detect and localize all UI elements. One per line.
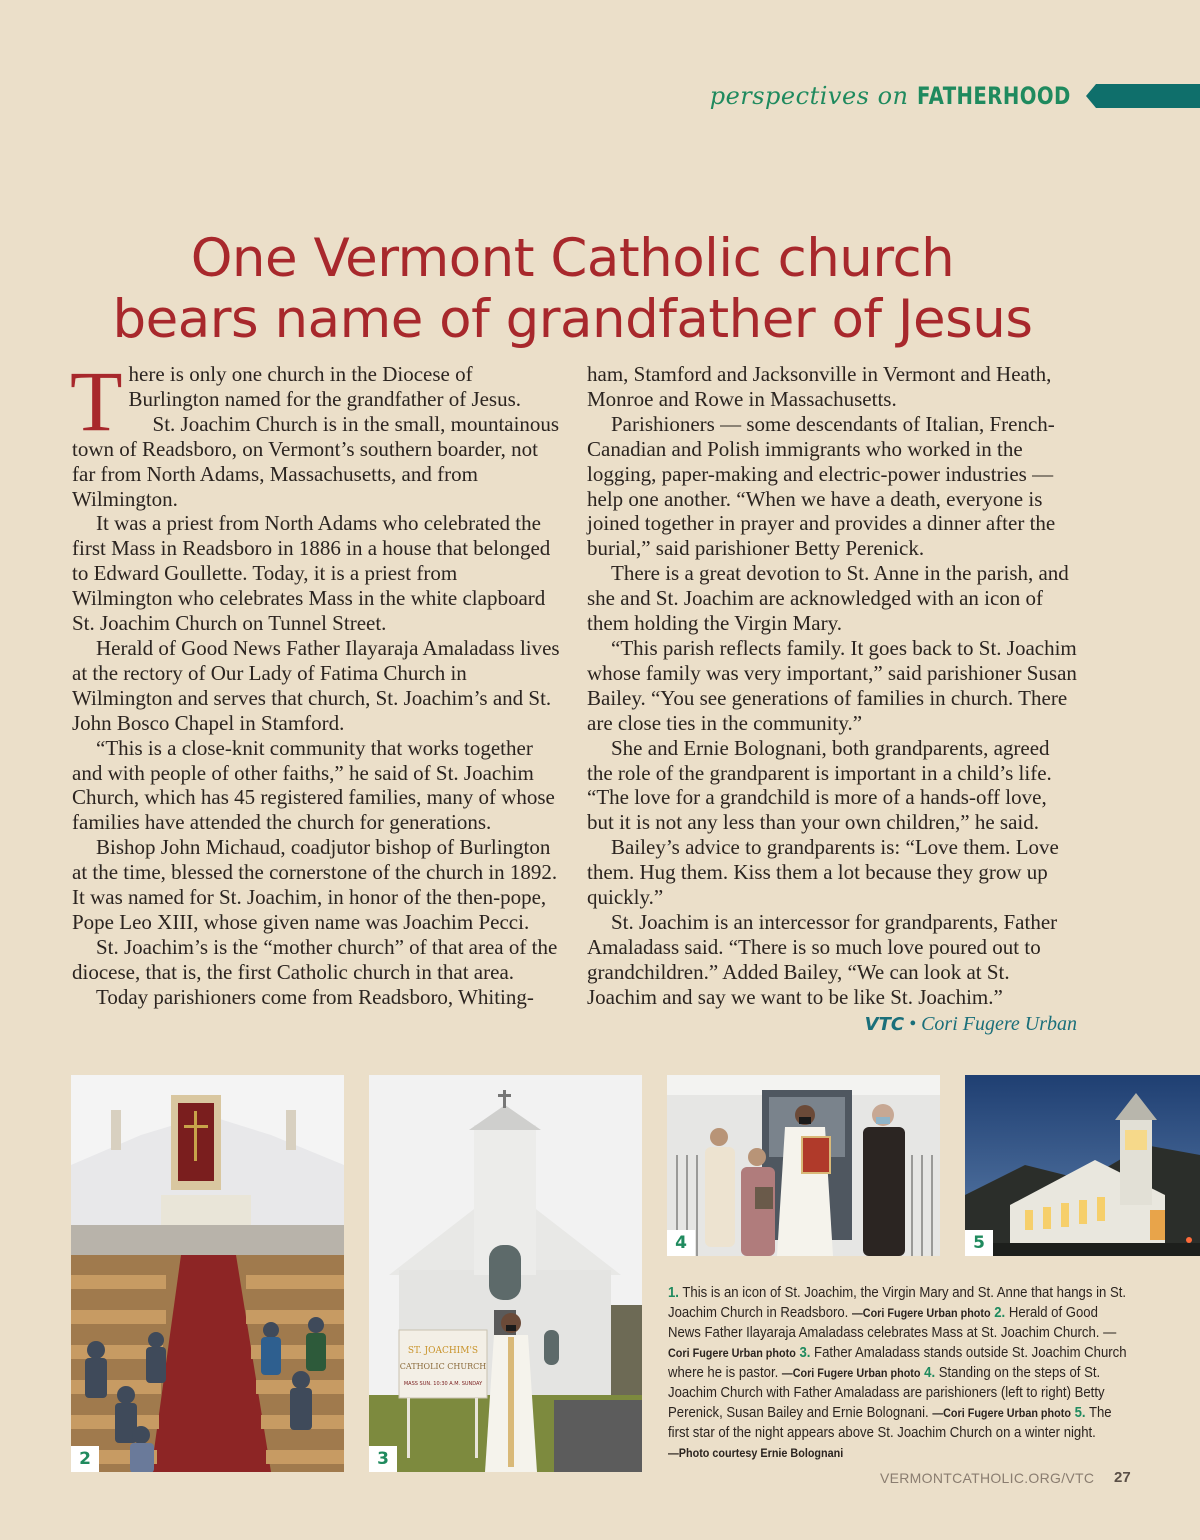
paragraph: It was a priest from North Adams who celebrated the first Mass in Readsboro in 1886 in a house that belonged to Edward Goullette. Today, it is a priest from Wilmington who celebrates Mass in the white clapboard St. Joachim Church on Tunnel Street. [72, 511, 551, 636]
byline-author: Cori Fugere Urban [921, 1012, 1077, 1035]
paragraph: Today parishioners come from Readsboro, Whiting- [96, 984, 534, 1009]
paragraph: “This parish reflects family. It goes back to St. Joachim whose family was very important,” said parishioner Susan Bailey. “You see generations of families in church. There are close ties in the community.” [587, 635, 1077, 735]
caption-number: 4. [920, 1365, 936, 1381]
title-line-1: One Vermont Catholic church [190, 228, 955, 289]
caption-credit: —Cori Fugere Urban photo [932, 1406, 1071, 1420]
photo-number-5: 5 [965, 1230, 993, 1256]
photo-church-interior [71, 1075, 344, 1472]
paragraph: Bishop John Michaud, coadjutor bishop of Burlington at the time, blessed the cornerstone of the church in 1892. It was named for St. Joachim, in honor of the then-pope, Pope Leo XIII, whose given name was Joachim Pecci. [72, 835, 558, 934]
title-line-2: bears name of grandfather of Jesus [112, 289, 1033, 350]
photo-number-4: 4 [667, 1230, 695, 1256]
caption-text: Father Amaladass stands outside St. Joachim Church where he is pastor. [668, 1345, 1127, 1381]
paragraph: St. Joachim’s is the “mother church” of that area of the diocese, that is, the first Catholic church in that area. [72, 934, 558, 984]
sign-text-3: MASS SUN. 10:30 A.M. SUNDAY [403, 1381, 483, 1387]
caption-credit: —Cori Fugere Urban photo [781, 1366, 921, 1380]
paragraph: Herald of Good News Father Ilayaraja Amaladass lives at the rectory of Our Lady of Fatima Church in Wilmington and serves that church, St. Joachim’s and St. John Bosco Chapel in Stamford. [72, 635, 560, 735]
paragraph: here is only one church in the Diocese of Burlington named for the grandfather of Jesus. [128, 362, 522, 411]
article-column-1 [70, 353, 562, 1010]
paragraph: ham, Stamford and Jacksonville in Vermont and Heath, Monroe and Rowe in Massachusetts. [587, 362, 1052, 411]
section-arrow-icon [1086, 84, 1200, 108]
page-number: 27 [1114, 1469, 1131, 1486]
section-script-label: perspectives on [709, 82, 909, 110]
byline-org: VTC [864, 1013, 905, 1035]
sign-text-1: ST. JOACHIM'S [407, 1346, 479, 1356]
section-bold-label: FATHERHOOD [916, 82, 1071, 110]
caption-number: 1. [668, 1285, 679, 1301]
paragraph: St. Joachim is an intercessor for grandparents, Father Amaladass said. “There is so much love poured out to grandchildren.” Added Bailey, “We can look at St. Joachim and say we want to be like St. Joachim.” [587, 909, 1058, 1009]
paragraph: Bailey’s advice to grandparents is: “Love them. Love them. Hug them. Kiss them a lot because they grow up quickly.” [587, 835, 1059, 910]
caption-number: 3. [795, 1345, 811, 1361]
article-title [0, 228, 1145, 350]
photo-parishioners [667, 1075, 940, 1256]
caption-text: Standing on the steps of St. Joachim Church with Father Amaladass are parishioners (left to right) Betty Perenick, Susan Bailey and Ernie Bolognani. [668, 1365, 1105, 1421]
caption-credit: Cori Fugere Urban photo [668, 1346, 796, 1360]
caption-credit: —Cori Fugere Urban photo [851, 1306, 991, 1320]
photo-number-2: 2 [71, 1446, 99, 1472]
caption-text: Herald of Good News Father Ilayaraja Amaladass celebrates Mass at St. Joachim Church. — [668, 1305, 1117, 1341]
caption-text: The first star of the night appears above St. Joachim Church on a winter night. [668, 1405, 1112, 1441]
drop-cap: T [70, 353, 123, 449]
paragraph: “This is a close-knit community that works together and with people of other faiths,” he said of St. Joachim Church, which has 45 registered families, many of whose families have attended the church for generations. [72, 735, 555, 835]
caption-credit: —Photo courtesy Ernie Bolognani [668, 1446, 844, 1460]
photo-church-night [965, 1075, 1200, 1256]
photo-number-3: 3 [369, 1446, 397, 1472]
article-column-2 [587, 362, 1077, 1037]
footer-url: VERMONTCATHOLIC.ORG/VTC [880, 1470, 1095, 1486]
byline [587, 1012, 1077, 1038]
caption-number: 5. [1070, 1405, 1086, 1421]
section-header [710, 82, 1200, 110]
paragraph: There is a great devotion to St. Anne in the parish, and she and St. Joachim are acknowledged with an icon of them holding the Virgin Mary. [587, 561, 1069, 636]
sign-text-2: CATHOLIC CHURCH [399, 1362, 487, 1371]
byline-separator: • [904, 1012, 922, 1035]
caption-text: This is an icon of St. Joachim, the Virgin Mary and St. Anne that hangs in St. Joachim Church in Readsboro. [668, 1285, 1127, 1321]
caption-number: 2. [990, 1305, 1006, 1321]
paragraph: Parishioners — some descendants of Italian, French-Canadian and Polish immigrants who worked in the logging, paper-making and electric-power industries — help one another. “When we have a death, everyone is joined together in prayer and provides a dinner after the burial,” said parishioner Betty Perenick. [587, 411, 1056, 561]
photo-church-exterior [369, 1075, 642, 1472]
photo-captions [668, 1283, 1131, 1463]
paragraph: St. Joachim Church is in the small, mountainous town of Readsboro, on Vermont’s southern boarder, not far from North Adams, Massachusetts, and from Wilmington. [72, 411, 560, 511]
paragraph: She and Ernie Bolognani, both grandparents, agreed the role of the grandparent is important in a child’s life. “The love for a grandchild is more of a hands-off love, but it is not any less than your own children,” he said. [587, 735, 1052, 835]
